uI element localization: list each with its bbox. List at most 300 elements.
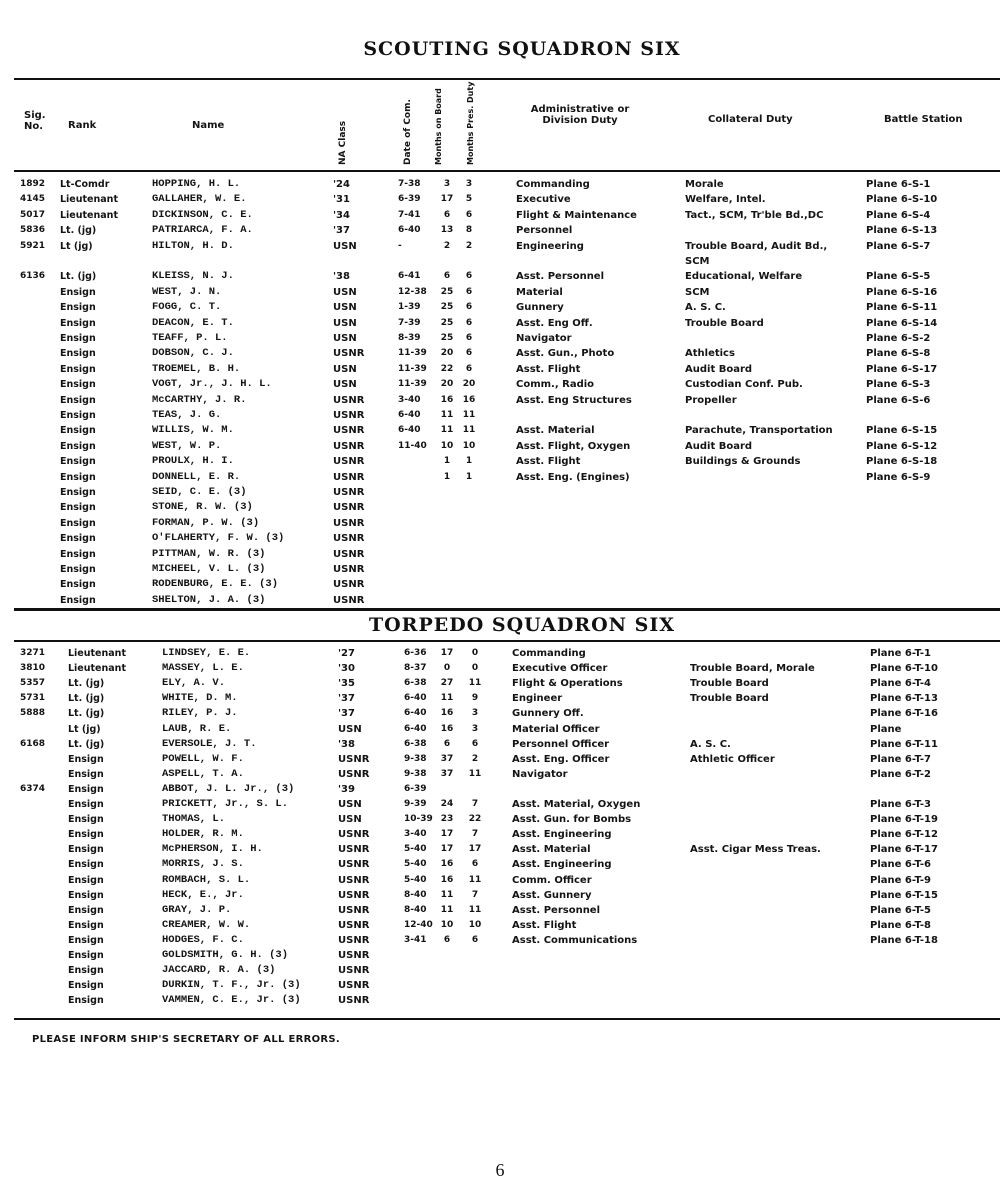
date-com-cell: 12-40 <box>404 919 433 930</box>
months-duty-cell: 17 <box>468 844 482 855</box>
rank-cell: Ensign <box>68 904 104 916</box>
table-row <box>0 346 1000 361</box>
months-board-cell: 6 <box>443 738 451 749</box>
months-board-cell: 25 <box>440 317 454 328</box>
admin-duty-cell: Asst. Personnel <box>516 271 605 283</box>
battle-station-cell: Plane 6-T-8 <box>870 919 931 931</box>
na-class-cell: USNR <box>338 889 370 901</box>
table-row <box>0 485 1000 500</box>
na-class-cell: USNR <box>333 517 365 529</box>
months-board-cell: 13 <box>440 225 454 236</box>
sig-no-cell: 3271 <box>20 648 46 658</box>
name-cell: DOBSON, C. J. <box>152 347 234 360</box>
na-class-cell: USNR <box>338 980 370 992</box>
collateral-duty-cell: Trouble Board, Audit Bd., <box>685 240 828 252</box>
admin-duty-cell: Gunnery Off. <box>512 708 584 720</box>
table-row <box>0 661 1000 676</box>
na-class-cell: '35 <box>338 678 355 690</box>
table-row <box>0 408 1000 423</box>
months-duty-cell: 7 <box>471 829 479 840</box>
header-rule <box>14 170 1000 172</box>
name-cell: FOGG, C. T. <box>152 301 222 314</box>
name-cell: PITTMAN, W. R. (3) <box>152 547 266 560</box>
table-row <box>0 500 1000 515</box>
admin-duty-cell: Commanding <box>512 648 586 659</box>
sig-no-cell: 6136 <box>20 271 46 282</box>
name-cell: LAUB, R. E. <box>162 722 232 735</box>
table-row <box>0 454 1000 469</box>
rank-cell: Ensign <box>68 768 104 780</box>
admin-duty-cell: Asst. Eng. Officer <box>512 753 610 765</box>
battle-station-cell: Plane 6-T-18 <box>870 934 938 946</box>
table-row <box>0 948 1000 963</box>
battle-station-cell: Plane 6-T-3 <box>870 799 931 810</box>
torpedo-top-rule <box>14 640 1000 642</box>
months-duty-cell: 11 <box>462 425 476 436</box>
rank-cell: Ensign <box>68 919 104 931</box>
name-cell: MORRIS, J. S. <box>162 858 244 871</box>
battle-station-cell: Plane 6-T-4 <box>870 678 931 690</box>
name-cell: ELY, A. V. <box>162 677 226 690</box>
header-months-board: Months on Board <box>434 88 443 165</box>
battle-station-cell: Plane 6-S-14 <box>866 317 938 329</box>
section-rule <box>14 608 1000 611</box>
name-cell: VAMMEN, C. E., Jr. (3) <box>162 994 301 1007</box>
na-class-cell: USNR <box>338 859 370 871</box>
months-duty-cell: 6 <box>471 934 479 945</box>
months-board-cell: 25 <box>440 286 454 297</box>
name-cell: PRICKETT, Jr., S. L. <box>162 798 289 810</box>
table-row <box>0 470 1000 485</box>
collateral-duty-cell: Audit Board <box>685 363 753 375</box>
name-cell: PROULX, H. I. <box>152 455 234 468</box>
admin-duty-cell: Comm. Officer <box>512 874 592 886</box>
rank-cell: Lt (jg) <box>68 723 101 735</box>
rank-cell: Ensign <box>60 579 96 591</box>
date-com-cell: 7-39 <box>398 317 421 328</box>
rank-cell: Ensign <box>68 934 104 946</box>
rank-cell: Ensign <box>60 333 96 344</box>
months-board-cell: 11 <box>440 889 454 900</box>
months-duty-cell: 2 <box>471 753 479 764</box>
battle-station-cell: Plane 6-T-19 <box>870 814 938 826</box>
months-duty-cell: 3 <box>471 708 479 719</box>
months-board-cell: 17 <box>440 829 454 840</box>
collateral-duty-cell: Educational, Welfare <box>685 271 803 283</box>
table-row <box>0 362 1000 377</box>
admin-duty-cell: Asst. Flight <box>516 363 581 375</box>
table-row <box>0 393 1000 408</box>
battle-station-cell: Plane 6-T-10 <box>870 663 938 675</box>
header-battle-station: Battle Station <box>884 114 963 125</box>
collateral-duty-cell: Trouble Board <box>685 317 764 329</box>
collateral-duty-cell: Buildings & Grounds <box>685 456 801 468</box>
collateral-duty-cell: Custodian Conf. Pub. <box>685 379 803 391</box>
name-cell: HOLDER, R. M. <box>162 828 244 841</box>
na-class-cell: '31 <box>333 194 350 206</box>
table-row <box>0 254 1000 269</box>
months-board-cell: 17 <box>440 648 454 658</box>
table-row <box>0 676 1000 691</box>
name-cell: STONE, R. W. (3) <box>152 501 253 514</box>
date-com-cell: - <box>398 240 402 251</box>
rank-cell: Ensign <box>68 829 104 841</box>
name-cell: DEACON, E. T. <box>152 316 234 329</box>
name-cell: McPHERSON, I. H. <box>162 843 263 856</box>
battle-station-cell: Plane 6-S-4 <box>866 209 931 221</box>
months-board-cell: 6 <box>443 209 451 220</box>
name-cell: GALLAHER, W. E. <box>152 193 247 206</box>
sig-no-cell: 6168 <box>20 738 46 749</box>
months-duty-cell: 6 <box>465 333 473 343</box>
na-class-cell: USNR <box>333 579 365 591</box>
rank-cell: Lt. (jg) <box>60 225 97 237</box>
rank-cell: Ensign <box>68 965 104 977</box>
na-class-cell: USNR <box>333 502 365 514</box>
rank-cell: Lt. (jg) <box>68 693 105 705</box>
date-com-cell: 9-39 <box>404 799 427 809</box>
months-board-cell: 11 <box>440 693 454 704</box>
sig-no-cell: 4145 <box>20 194 46 205</box>
battle-station-cell: Plane 6-T-12 <box>870 829 938 841</box>
rank-cell: Lt-Comdr <box>60 179 110 190</box>
na-class-cell: USNR <box>338 904 370 916</box>
months-duty-cell: 10 <box>462 440 476 451</box>
rank-cell: Ensign <box>60 548 96 560</box>
admin-duty-cell: Gunnery <box>516 302 564 314</box>
name-cell: ASPELL, T. A. <box>162 767 244 780</box>
months-duty-cell: 3 <box>471 723 479 734</box>
table-row <box>0 722 1000 737</box>
table-row <box>0 933 1000 948</box>
date-com-cell: 9-38 <box>404 768 427 779</box>
months-duty-cell: 10 <box>468 919 482 930</box>
na-class-cell: '34 <box>333 209 350 221</box>
months-duty-cell: 6 <box>465 348 473 359</box>
battle-station-cell: Plane 6-T-6 <box>870 859 931 871</box>
na-class-cell: USNR <box>333 487 365 498</box>
na-class-cell: USNR <box>338 844 370 856</box>
table-row <box>0 888 1000 903</box>
table-row <box>0 562 1000 577</box>
na-class-cell: USNR <box>333 394 365 406</box>
date-com-cell: 3-41 <box>404 934 427 945</box>
rank-cell: Ensign <box>68 799 104 810</box>
admin-duty-cell: Asst. Flight <box>516 456 581 468</box>
battle-station-cell: Plane 6-S-7 <box>866 240 931 252</box>
name-cell: HILTON, H. D. <box>152 239 234 252</box>
date-com-cell: 6-38 <box>404 678 427 689</box>
date-com-cell: 11-40 <box>398 440 427 451</box>
admin-duty-cell: Asst. Gun., Photo <box>516 348 615 360</box>
name-cell: GRAY, J. P. <box>162 903 232 916</box>
rank-cell: Ensign <box>68 814 104 826</box>
table-row <box>0 531 1000 546</box>
table-row <box>0 978 1000 993</box>
admin-duty-cell: Asst. Gun. for Bombs <box>512 814 632 826</box>
months-board-cell: 37 <box>440 768 454 779</box>
na-class-cell: USNR <box>333 548 365 560</box>
rank-cell: Ensign <box>68 995 104 1007</box>
months-board-cell: 16 <box>440 874 454 885</box>
rank-cell: Ensign <box>68 753 104 765</box>
months-duty-cell: 8 <box>465 225 473 236</box>
months-board-cell: 1 <box>443 471 451 482</box>
header-na-class: NA Class <box>338 120 348 165</box>
admin-duty-cell: Asst. Eng Off. <box>516 317 593 329</box>
admin-duty-cell: Personnel <box>516 225 573 237</box>
na-class-cell: USNR <box>338 995 370 1007</box>
name-cell: DICKINSON, C. E. <box>152 208 253 221</box>
table-row <box>0 208 1000 223</box>
na-class-cell: USN <box>333 333 357 344</box>
months-duty-cell: 6 <box>465 302 473 313</box>
date-com-cell: 6-40 <box>398 425 421 436</box>
collateral-duty-cell: Athletic Officer <box>690 753 775 765</box>
battle-station-cell: Plane 6-S-2 <box>866 333 931 344</box>
date-com-cell: 6-40 <box>398 410 421 420</box>
battle-station-cell: Plane 6-T-11 <box>870 738 938 750</box>
admin-duty-cell: Executive <box>516 194 571 206</box>
collateral-duty-cell: Trouble Board, Morale <box>690 663 815 675</box>
na-class-cell: USNR <box>338 753 370 765</box>
name-cell: MASSEY, L. E. <box>162 662 244 675</box>
battle-station-cell: Plane 6-S-1 <box>866 179 931 190</box>
na-class-cell: USN <box>333 363 357 375</box>
header-admin-duty: Administrative or Division Duty <box>530 104 630 126</box>
na-class-cell: USN <box>333 302 357 314</box>
rank-cell: Ensign <box>60 533 96 545</box>
na-class-cell: USN <box>333 240 357 252</box>
rank-cell: Ensign <box>68 980 104 992</box>
admin-duty-cell: Flight & Operations <box>512 678 623 690</box>
rank-cell: Ensign <box>60 502 96 514</box>
months-board-cell: 3 <box>443 179 451 189</box>
rank-cell: Ensign <box>60 456 96 468</box>
months-duty-cell: 7 <box>471 889 479 900</box>
top-rule <box>14 78 1000 80</box>
months-board-cell: 25 <box>440 302 454 313</box>
collateral-duty-cell: Trouble Board <box>690 678 769 690</box>
battle-station-cell: Plane 6-S-9 <box>866 471 931 483</box>
table-row <box>0 300 1000 315</box>
battle-station-cell: Plane 6-S-15 <box>866 425 938 437</box>
battle-station-cell: Plane 6-S-17 <box>866 363 938 375</box>
months-duty-cell: 6 <box>465 363 473 374</box>
months-duty-cell: 6 <box>465 271 473 282</box>
table-row <box>0 842 1000 857</box>
rank-cell: Lt. (jg) <box>68 738 105 750</box>
collateral-duty-cell: Athletics <box>685 348 735 360</box>
date-com-cell: 1-39 <box>398 302 421 313</box>
table-row <box>0 752 1000 767</box>
admin-duty-cell: Asst. Communications <box>512 934 638 946</box>
admin-duty-cell: Material <box>516 286 563 298</box>
date-com-cell: 7-41 <box>398 209 421 220</box>
battle-station-cell: Plane 6-T-17 <box>870 844 938 856</box>
na-class-cell: USN <box>338 723 362 735</box>
months-board-cell: 22 <box>440 363 454 374</box>
rank-cell: Ensign <box>60 394 96 406</box>
months-duty-cell: 11 <box>468 874 482 885</box>
sig-no-cell: 1892 <box>20 179 46 189</box>
admin-duty-cell: Asst. Flight, Oxygen <box>516 440 631 452</box>
months-duty-cell: 6 <box>465 209 473 220</box>
table-row <box>0 963 1000 978</box>
admin-duty-cell: Comm., Radio <box>516 379 595 391</box>
collateral-duty-cell: Morale <box>685 179 724 190</box>
date-com-cell: 5-40 <box>404 859 427 870</box>
table-row <box>0 903 1000 918</box>
admin-duty-cell: Asst. Engineering <box>512 829 612 841</box>
months-board-cell: 6 <box>443 271 451 282</box>
months-duty-cell: 0 <box>471 663 479 674</box>
table-row <box>0 593 1000 608</box>
date-com-cell: 6-36 <box>404 648 427 658</box>
admin-duty-cell: Navigator <box>516 333 572 344</box>
table-row <box>0 439 1000 454</box>
table-row <box>0 782 1000 797</box>
rank-cell: Lt. (jg) <box>68 678 105 690</box>
name-cell: PATRIARCA, F. A. <box>152 224 253 237</box>
name-cell: DURKIN, T. F., Jr. (3) <box>162 979 301 992</box>
rank-cell: Ensign <box>68 783 104 795</box>
rank-cell: Lieutenant <box>68 648 126 659</box>
date-com-cell: 6-40 <box>404 708 427 719</box>
name-cell: WHITE, D. M. <box>162 692 238 705</box>
date-com-cell: 3-40 <box>398 394 421 405</box>
admin-duty-cell: Material Officer <box>512 723 600 735</box>
name-cell: O'FLAHERTY, F. W. (3) <box>152 532 285 545</box>
na-class-cell: '30 <box>338 663 355 675</box>
sig-no-cell: 5888 <box>20 708 46 719</box>
admin-duty-cell: Asst. Eng. (Engines) <box>516 471 630 483</box>
date-com-cell: 6-39 <box>404 783 427 794</box>
admin-duty-cell: Commanding <box>516 179 590 190</box>
months-board-cell: 17 <box>440 844 454 855</box>
collateral-duty-cell: Trouble Board <box>690 693 769 705</box>
months-board-cell: 37 <box>440 753 454 764</box>
rank-cell: Ensign <box>60 517 96 529</box>
rank-cell: Ensign <box>60 410 96 421</box>
sig-no-cell: 5921 <box>20 240 46 251</box>
rank-cell: Ensign <box>68 844 104 856</box>
battle-station-cell: Plane 6-T-16 <box>870 708 938 720</box>
date-com-cell: 6-40 <box>404 693 427 704</box>
name-cell: SEID, C. E. (3) <box>152 486 247 498</box>
collateral-duty-cell: Parachute, Transportation <box>685 425 833 437</box>
rank-cell: Ensign <box>60 440 96 452</box>
header-collateral-duty: Collateral Duty <box>708 114 793 125</box>
table-row <box>0 547 1000 562</box>
table-row <box>0 993 1000 1008</box>
table-row <box>0 827 1000 842</box>
months-duty-cell: 11 <box>462 410 476 420</box>
rank-cell: Ensign <box>68 859 104 871</box>
name-cell: KLEISS, N. J. <box>152 270 234 283</box>
admin-duty-cell: Engineer <box>512 693 563 705</box>
rank-cell: Lt. (jg) <box>68 708 105 720</box>
months-duty-cell: 20 <box>462 379 476 390</box>
months-duty-cell: 7 <box>471 799 479 809</box>
na-class-cell: USNR <box>333 410 365 421</box>
table-row <box>0 192 1000 207</box>
table-row <box>0 285 1000 300</box>
admin-duty-cell: Asst. Personnel <box>512 904 601 916</box>
battle-station-cell: Plane 6-S-13 <box>866 225 938 237</box>
table-row <box>0 857 1000 872</box>
rank-cell: Ensign <box>60 425 96 437</box>
months-board-cell: 24 <box>440 799 454 809</box>
battle-station-cell: Plane 6-T-1 <box>870 648 931 659</box>
torpedo-squadron-title: TORPEDO SQUADRON SIX <box>368 614 676 636</box>
date-com-cell: 6-41 <box>398 271 421 282</box>
table-row <box>0 918 1000 933</box>
table-row <box>0 377 1000 392</box>
na-class-cell: USNR <box>333 471 365 483</box>
header-rank: Rank <box>68 120 97 131</box>
name-cell: VOGT, Jr., J. H. L. <box>152 378 272 391</box>
table-row <box>0 516 1000 531</box>
rank-cell: Ensign <box>60 564 96 575</box>
name-cell: ABBOT, J. L. Jr., (3) <box>162 782 295 795</box>
months-board-cell: 16 <box>440 859 454 870</box>
battle-station-cell: Plane 6-T-9 <box>870 874 931 886</box>
na-class-cell: '37 <box>338 708 355 720</box>
date-com-cell: 8-39 <box>398 333 421 343</box>
date-com-cell: 11-39 <box>398 348 427 359</box>
rank-cell: Ensign <box>60 379 96 391</box>
name-cell: THOMAS, L. <box>162 813 226 826</box>
months-board-cell: 16 <box>440 723 454 734</box>
page-number: 6 <box>495 1160 505 1180</box>
months-board-cell: 11 <box>440 410 454 420</box>
rank-cell: Ensign <box>68 874 104 886</box>
name-cell: GOLDSMITH, G. H. (3) <box>162 949 289 961</box>
name-cell: HODGES, F. C. <box>162 933 244 946</box>
name-cell: McCARTHY, J. R. <box>152 393 247 406</box>
months-duty-cell: 11 <box>468 768 482 779</box>
table-row <box>0 737 1000 752</box>
months-duty-cell: 6 <box>471 859 479 870</box>
na-class-cell: USNR <box>333 564 365 575</box>
months-board-cell: 6 <box>443 934 451 945</box>
table-row <box>0 873 1000 888</box>
battle-station-cell: Plane 6-S-6 <box>866 394 931 406</box>
battle-station-cell: Plane 6-S-18 <box>866 456 938 468</box>
rank-cell: Ensign <box>68 889 104 901</box>
na-class-cell: USN <box>333 286 357 298</box>
admin-duty-cell: Flight & Maintenance <box>516 209 637 221</box>
na-class-cell: USNR <box>333 440 365 452</box>
months-duty-cell: 6 <box>465 317 473 328</box>
battle-station-cell: Plane 6-S-3 <box>866 379 931 391</box>
collateral-duty-cell: Welfare, Intel. <box>685 194 766 206</box>
months-duty-cell: 16 <box>462 394 476 405</box>
date-com-cell: 6-40 <box>398 225 421 236</box>
na-class-cell: USNR <box>338 829 370 841</box>
battle-station-cell: Plane 6-S-11 <box>866 302 938 314</box>
admin-duty-cell: Executive Officer <box>512 663 608 675</box>
header-name: Name <box>192 120 225 131</box>
na-class-cell: USNR <box>333 456 365 468</box>
months-board-cell: 11 <box>440 904 454 915</box>
rank-cell: Lt. (jg) <box>60 271 97 283</box>
rank-cell: Ensign <box>60 302 96 314</box>
table-row <box>0 797 1000 812</box>
battle-station-cell: Plane 6-T-15 <box>870 889 938 901</box>
na-class-cell: USNR <box>338 965 370 977</box>
